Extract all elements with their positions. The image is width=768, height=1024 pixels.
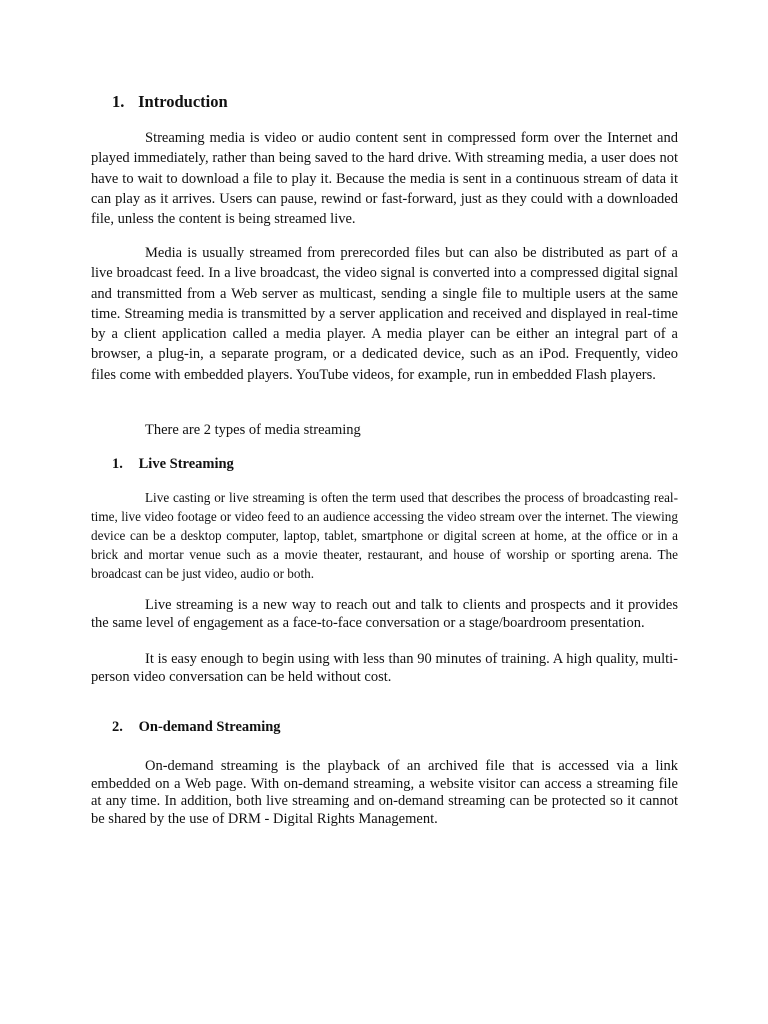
live-streaming-paragraph-2: Live streaming is a new way to reach out and talk to clients and prospects and it provides the same level of engagement as a face-to-face conversation or a stage/boardroom presentation. (91, 597, 678, 631)
live-streaming-paragraph-3: It is easy enough to begin using with less than 90 minutes of training. A high quality, multi-person video conversation can be held without cost. (91, 651, 678, 685)
introduction-heading-title: Introduction (138, 92, 228, 111)
live-streaming-paragraph-1: Live casting or live streaming is often the term used that describes the process of broadcasting real-time, live video footage or video feed to an audience accessing the video stream over the internet. The viewing device can be a desktop computer, laptop, tablet, smartphone or digital screen at home, at the office or in a brick and mortar venue such as a movie theater, restaurant, and house of worship or sporting arena. The broadcast can be just video, audio or both. (91, 490, 678, 581)
introduction-paragraph-1: Streaming media is video or audio content sent in compressed form over the Internet and played immediately, rather than being saved to the hard drive. With streaming media, a user does not have to wait to download a file to play it. Because the media is sent in a continuous stream of data it can play as it arrives. Users can pause, rewind or fast-forward, just as they could with a downloaded file, unless the content is being streamed live. (91, 130, 678, 228)
introduction-heading-number: 1. (112, 92, 125, 111)
introduction-heading (112, 92, 228, 112)
introduction-paragraph-2: Media is usually streamed from prerecorded files but can also be distributed as part of a live broadcast feed. In a live broadcast, the video signal is converted into a compressed digital signal and transmitted from a Web server as multicast, sending a single file to multiple users at the same time. Streaming media is transmitted by a server application and received and displayed in real-time by a client application called a media player. A media player can be either an integral part of a browser, a plug-in, a separate program, or a dedicated device, such as an iPod. Frequently, video files come with embedded players. YouTube videos, for example, run in embedded Flash players. (91, 245, 678, 383)
live-streaming-heading-title: Live Streaming (138, 456, 234, 472)
on-demand-streaming-paragraph: On-demand streaming is the playback of an archived file that is accessed via a link embedded on a Web page. With on-demand streaming, a website visitor can access a streaming file at any time. In addition, both live streaming and on-demand streaming can be protected so it cannot be shared by the use of DRM - Digital Rights Management. (91, 758, 678, 827)
live-streaming-heading-number: 1. (112, 456, 123, 472)
on-demand-streaming-heading-title: On-demand Streaming (138, 719, 281, 735)
on-demand-streaming-heading-number: 2. (112, 719, 123, 735)
on-demand-streaming-heading (112, 719, 281, 736)
types-of-streaming-line: There are 2 types of media streaming (145, 422, 361, 438)
live-streaming-heading (112, 456, 234, 473)
